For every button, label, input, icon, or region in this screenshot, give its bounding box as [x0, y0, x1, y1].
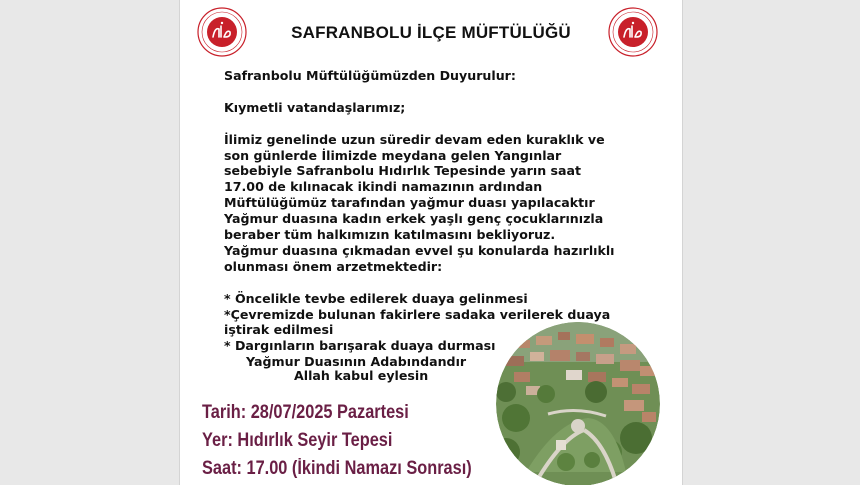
paragraph-line: Müftülüğümüz tarafından yağmur duası yapılacaktır	[224, 195, 595, 211]
left-background-margin	[0, 0, 180, 485]
paragraph-line: olunması önem arzetmektedir:	[224, 258, 443, 274]
paragraph-line: İlimiz genelinde uzun süredir devam eden kuraklık ve	[224, 131, 605, 147]
announcement-sheet	[180, 0, 682, 485]
paragraph-line: 17.00 de kılınacak ikindi namazının ardından	[224, 179, 543, 195]
event-time: Saat: 17.00 (İkindi Namazı Sonrası)	[202, 458, 472, 479]
list-item: * Öncelikle tevbe edilerek duaya gelinmesi	[224, 290, 528, 306]
aerial-view-safranbolu-photo	[496, 322, 660, 485]
list-item: *Çevremizde bulunan fakirlere sadaka verilerek duaya	[224, 306, 611, 322]
announcement-intro: Safranbolu Müftülüğümüzden Duyurulur:	[224, 68, 516, 83]
paragraph-line: son günlerde İlimizde meydana gelen Yangınlar	[224, 147, 562, 163]
paragraph-line: Yağmur duasına kadın erkek yaşlı genç çocuklarınızla	[224, 211, 604, 227]
announcement-greeting: Kıymetli vatandaşlarımız;	[224, 99, 406, 115]
paragraph-line: Yağmur duasına çıkmadan evvel şu konularda hazırlıklı	[224, 242, 615, 258]
adab-line: Yağmur Duasının Adabındandır	[246, 354, 467, 370]
paragraph-line: beraber tüm halkımızın katılmasını bekliyoruz.	[224, 227, 556, 243]
right-background-margin	[682, 0, 860, 485]
event-place: Yer: Hıdırlık Seyir Tepesi	[202, 430, 393, 451]
closing-prayer: Allah kabul eylesin	[294, 368, 429, 383]
page-title: SAFRANBOLU İLÇE MÜFTÜLÜĞÜ	[291, 23, 571, 42]
event-date: Tarih: 28/07/2025 Pazartesi	[202, 402, 409, 423]
paragraph-line: sebebiyle Safranbolu Hıdırlık Tepesinde yarın saat	[224, 163, 582, 179]
list-item: iştirak edilmesi	[224, 322, 334, 338]
diyanet-emblem-icon	[608, 7, 658, 57]
list-item: * Dargınların barışarak duaya durması	[224, 338, 496, 354]
